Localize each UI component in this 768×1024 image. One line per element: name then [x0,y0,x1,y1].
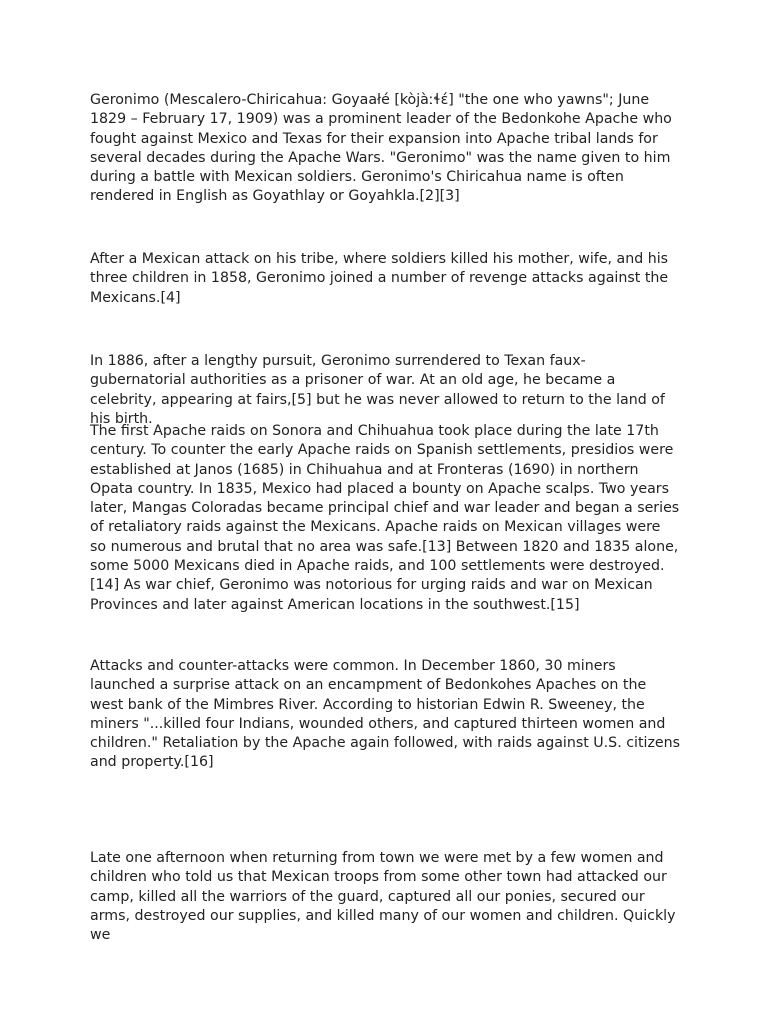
paragraph-surrender: In 1886, after a lengthy pursuit, Geronimo surrendered to Texan faux-gubernatorial authorities as a prisoner of war. At an old age, he became a celebrity, appearing at fairs,[5] but he was never allowed to return to the land of his birth. [90,353,665,427]
paragraph-attacks-counterattacks: Attacks and counter-attacks were common. In December 1860, 30 miners launched a surprise attack on an encampment of Bedonkohes Apaches on the west bank of the Mimbres River. According to historian Edwin R. Sweeney, the miners "...killed four Indians, wounded others, and captured thirteen women and children." Retaliation by the Apache again followed, with raids against U.S. citizens and property.[16] [90,658,681,771]
paragraph-apache-raids: The first Apache raids on Sonora and Chihuahua took place during the late 17th century. To counter the early Apache raids on Spanish settlements, presidios were established at Janos (1685) in Chihuahua and at Fronteras (1690) in northern Opata country. In 1835, Mexico had placed a bounty on Apache scalps. Two years later, Mangas Coloradas became principal chief and war leader and began a series of retaliatory raids against the Mexicans. Apache raids on Mexican villages were so numerous and brutal that no area was safe.[13] Between 1820 and 1835 alone, some 5000 Mexicans died in Apache raids, and 100 settlements were destroyed.[14] As war chief, Geronimo was notorious for urging raids and war on Mexican Provinces and later against American locations in the southwest.[15] [90,423,680,613]
paragraph-mexican-attack: After a Mexican attack on his tribe, where soldiers killed his mother, wife, and his three children in 1858, Geronimo joined a number of revenge attacks against the Mexicans.[4] [90,251,669,306]
paragraph-geronimo-intro: Geronimo (Mescalero-Chiricahua: Goyaałé [kòjàːɬɛ́] "the one who yawns"; June 1829 – February 17, 1909) was a prominent leader of the Bedonkohe Apache who fought against Mexico and Texas for their expansion into Apache tribal lands for several decades during the Apache Wars. "Geronimo" was the name given to him during a battle with Mexican soldiers. Geronimo's Chiricahua name is often rendered in English as Goyathlay or Goyahkla.[2][3] [90,92,672,205]
paragraph-late-afternoon: Late one afternoon when returning from town we were met by a few women and children who told us that Mexican troops from some other town had attacked our camp, killed all the warriors of the guard, captured all our ponies, secured our arms, destroyed our supplies, and killed many of our women and children. Quickly we [90,850,676,944]
